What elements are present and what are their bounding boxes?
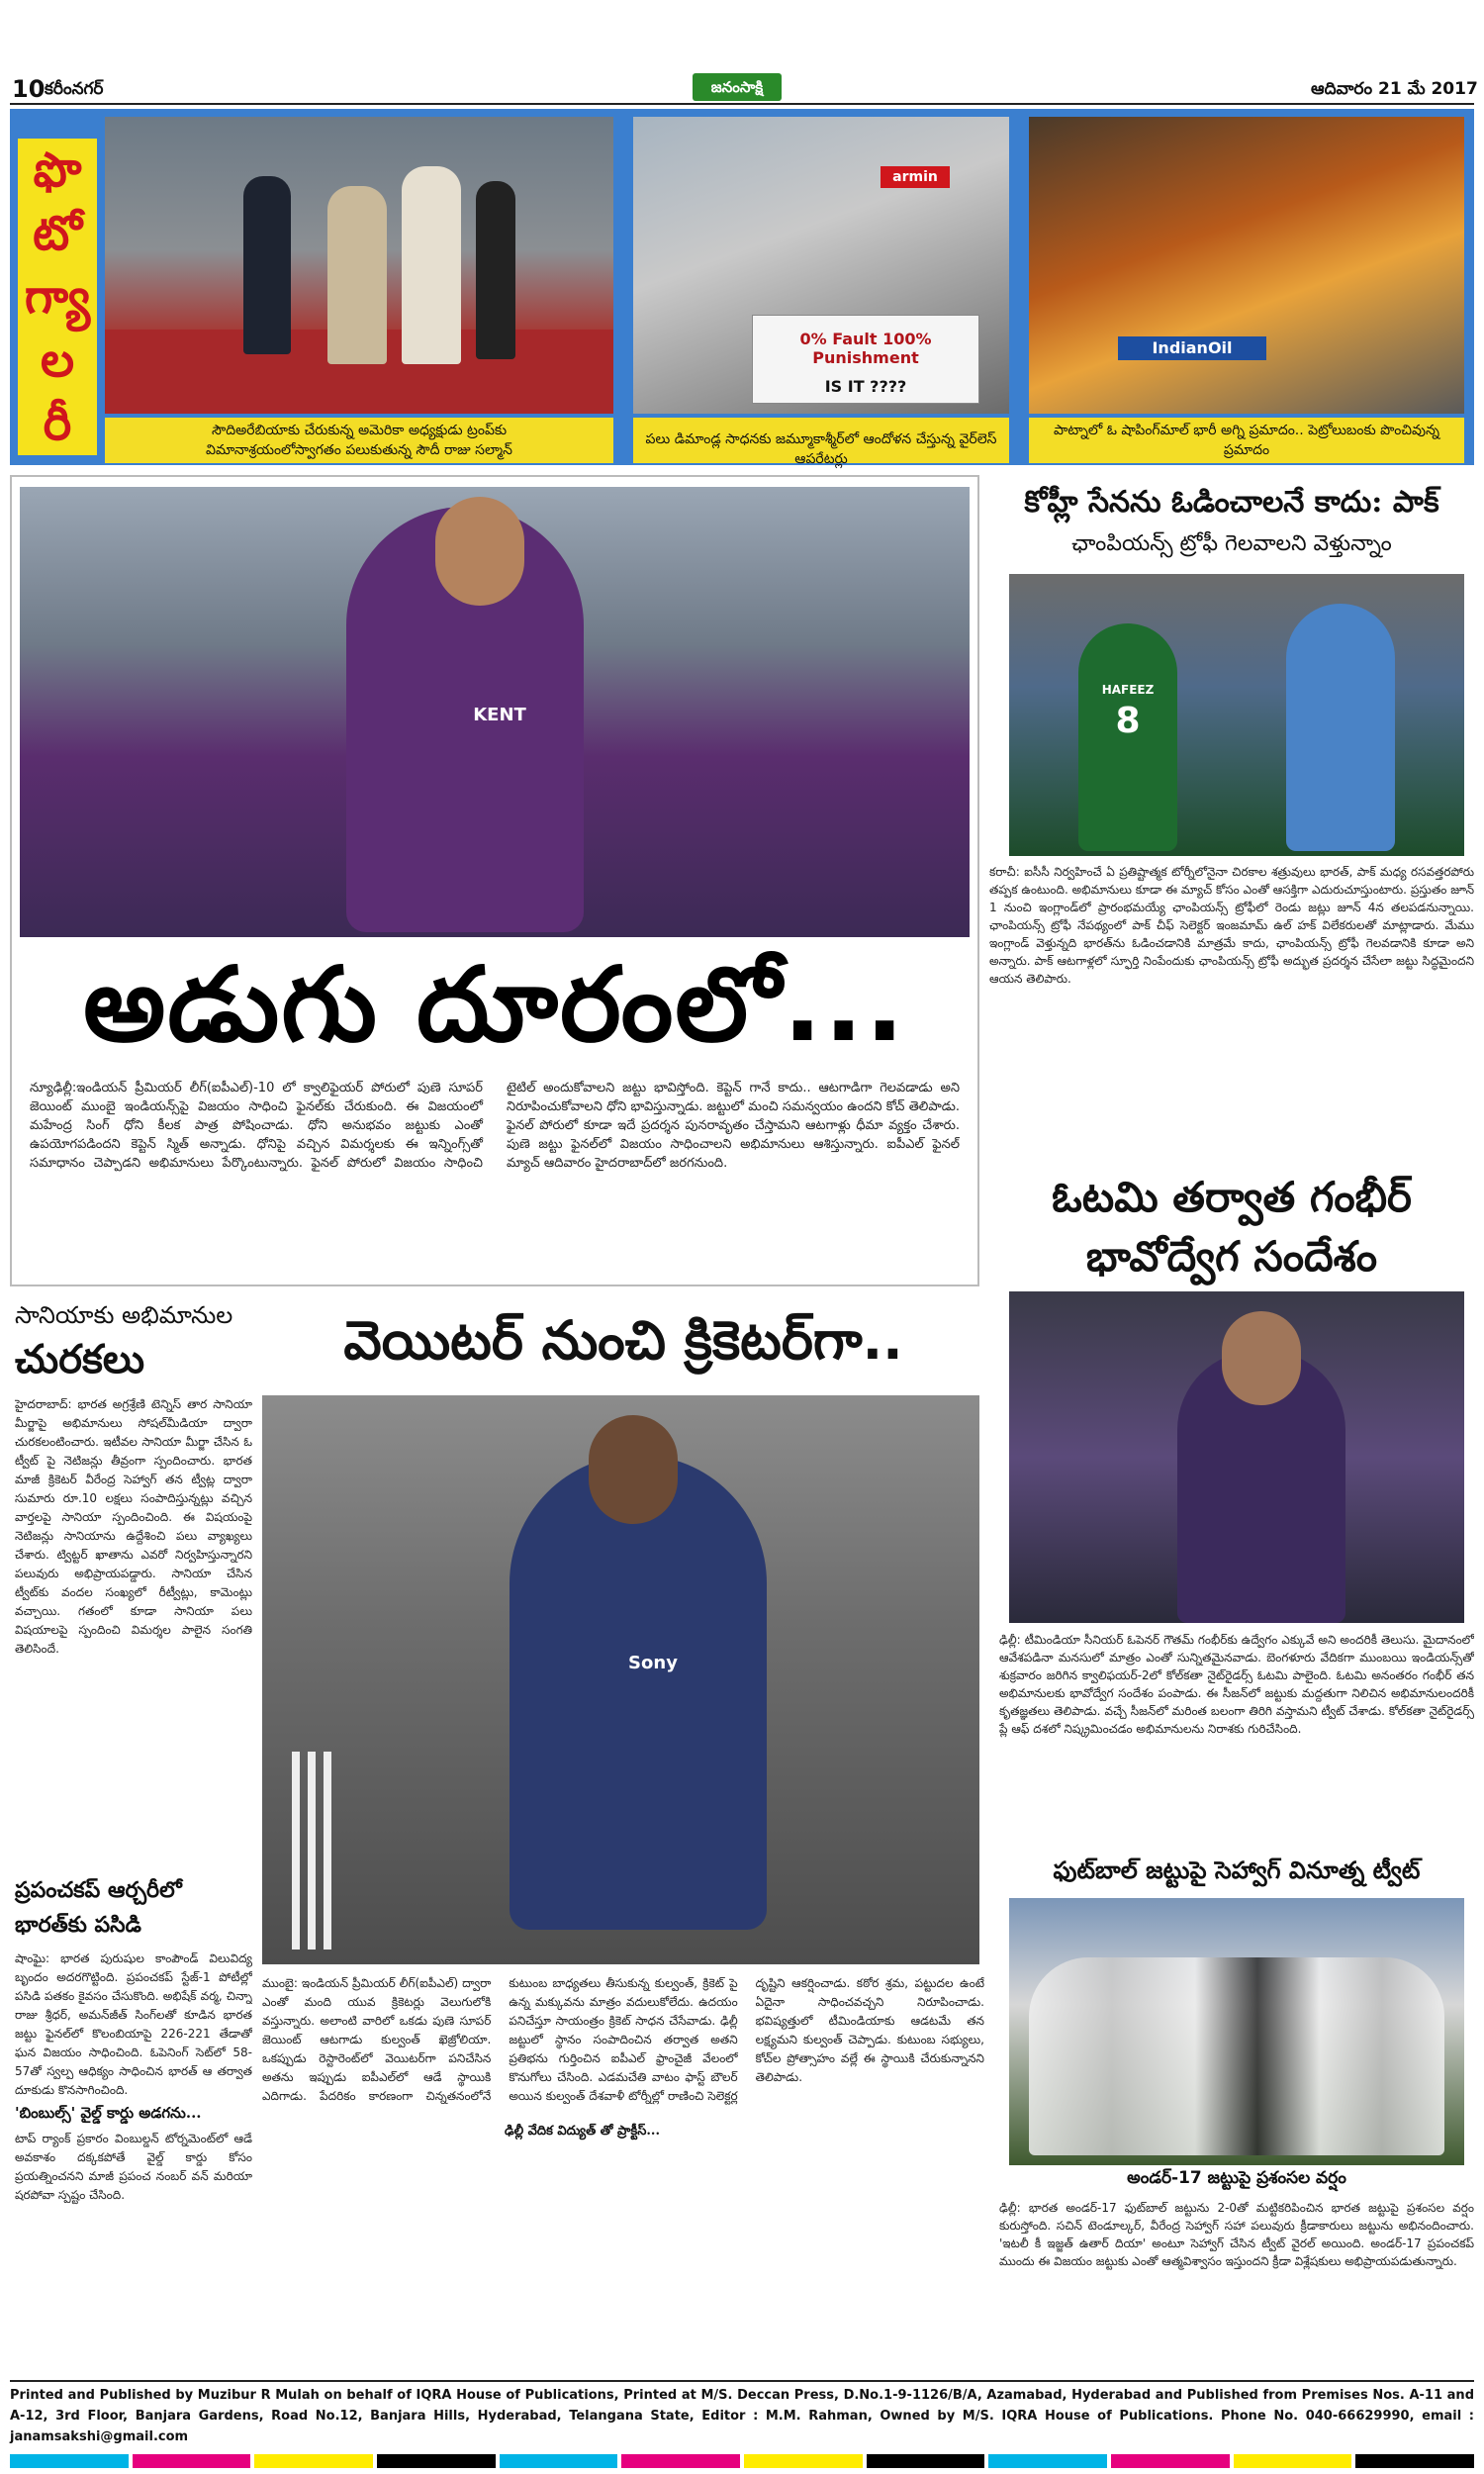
- waiter-headline: వెయిటర్ నుంచి క్రికెటర్‌గా..: [343, 1309, 903, 1372]
- protest-banner: [752, 315, 979, 404]
- fuel-sign-text: IndianOil: [1152, 338, 1233, 357]
- jersey-name: [1093, 683, 1162, 697]
- person-figure: [243, 176, 291, 354]
- footer-imprint: Printed and Published by Muzibur R Mulah on behalf of IQRA House of Publications, Printed at M/S. Deccan Press, D.No.1-9-1126/B/A, Azamabad, Hyderabad and Published from Premises Nos. A-11 and A-12, 3rd Floor, Banjara Gardens, Road No.12, Banjara Hills, Hyderabad, Telangana State, Editor : M.M. Rahman, Owned by M/S. IQRA House of Publications. Phone No. 040-66629990, email : janamsakshi@gmail.com: [10, 2388, 1474, 2444]
- jersey-name-text: HAFEEZ: [1101, 683, 1155, 697]
- masthead-text: జనంసాక్షి: [710, 78, 764, 96]
- page-header: [0, 0, 1484, 109]
- lead-body: న్యూఢిల్లీ:ఇండియన్ ప్రీమియర్ లీగ్(ఐపీఎల్)-10 లో క్వాలిఫైయర్ పోరులో పుణె సూపర్ జెయింట్ ముంబై ఇండియన్స్‌పై విజయం సాధించి ఫైనల్‌కు చేరుకుంది. ఈ విజయంలో మహేంద్ర సింగ్ ధోని కీలక పాత్ర పోషించాడు. ధోని అనుభవం జట్టుకు ఎంతో ఉపయోగపడిందని కెప్టెన్ స్మిత్ అన్నాడు. ధోనిపై వచ్చిన విమర్శలకు ఈ ఇన్నింగ్స్‌తో సమాధానం చెప్పాడని అభిమానులు పేర్కొంటున్నారు. ఫైనల్ పోరులో విజయం సాధించి టైటిల్ అందుకోవాలని జట్టు భావిస్తోంది. కెప్టెన్ గానే కాదు.. ఆటగాడిగా గెలవడాడు అని నిరూపించుకోవాలని ధోని భావిస్తున్నాడు. జట్టులో మంచి సమన్వయం ఉందని కోచ్ తెలిపాడు. ఫైనల్ పోరులో కూడా ఇదే ప్రదర్శన పునరావృతం చేస్తామని ఆటగాళ్లు ధీమా వ్యక్తం చేశారు. పుణె జట్టు ఫైనల్‌లో విజయం సాధించాలని అభిమానులు ఆశిస్తున్నారు. ఐపీఎల్ ఫైనల్ మ్యాచ్ ఆదివారం హైదరాబాద్‌లో జరగనుంది.: [30, 1081, 960, 1171]
- footer-rule: [10, 2380, 1474, 2382]
- gambhir-body: ఢిల్లీ: టీమిండియా సీనియర్ ఓపెనర్ గౌతమ్ గంభీర్‌కు ఉద్వేగం ఎక్కువే అని అందరికీ తెలుసు. మైదానంలో ఆవేశపడినా మనసులో మాత్రం ఎంతో సున్నితమైనవాడు. బెంగళూరు వేదికగా ముంబయి ఇండియన్స్‌తో శుక్రవారం జరిగిన క్వాలిఫయర్-2లో కోల్‌కతా నైట్‌రైడర్స్ ఓటమి పాలైంది. ఓటమి అనంతరం గంభీర్ తన అభిమానులకు భావోద్వేగ సందేశం పంపాడు. ఈ సీజన్‌లో జట్టుకు మద్దతుగా నిలిచిన అభిమానులందరికీ కృతజ్ఞతలు తెలిపాడు. వచ్చే సీజన్‌లో మరింత బలంగా తిరిగి వస్తామని ట్వీట్ చేశాడు. కోల్‌కతా నైట్‌రైడర్స్ ప్లే ఆఫ్ దశలో నిష్క్రమించడం అభిమానులను నిరాశకు గురిచేసింది.: [999, 1633, 1474, 1736]
- player-head: [435, 497, 524, 606]
- issue-date: ఆదివారం 21 మే 2017: [1311, 79, 1478, 99]
- jersey-number: [1093, 701, 1162, 741]
- gallery-caption: సౌదిఅరేబియాకు చేరుకున్న అమెరికా అధ్యక్షుడు ట్రంప్‌కు విమానాశ్రయంలోస్వాగతం పలుకుతున్న సౌదీ రాజు సల్మాన్: [105, 418, 613, 463]
- jersey-sponsor-text: KENT: [473, 705, 526, 725]
- color-swatch: [1234, 2454, 1352, 2468]
- visa-headline: 'బింబుల్స్' వైల్డ్ కార్డు అడగను...: [15, 2104, 202, 2122]
- pak-subheadline: ఛాంపియన్స్ ట్రోఫీ గెలవాలని వెళ్తున్నాం: [1071, 531, 1392, 556]
- person-figure: [402, 166, 461, 364]
- sania-body: హైదరాబాద్: భారత అగ్రశ్రేణి టెన్నిస్ తార సానియా మీర్జాపై అభిమానులు సోషల్‌మీడియా ద్వారా చురకలంటించారు. ఇటీవల సానియా మీర్జా చేసిన ఓ ట్వీట్ పై నెటిజన్లు తీవ్రంగా స్పందించారు. భారత మాజీ క్రికెటర్ వీరేంద్ర సెహ్వాగ్ తన ట్వీట్ల ద్వారా సుమారు రూ.10 లక్షలు సంపాదిస్తున్నట్లు వచ్చిన వార్తలపై సానియా స్పందించింది. ఈ విషయంపై నెటిజన్లు సానియాను ఉద్దేశించి పలు వ్యాఖ్యలు చేశారు. ట్విట్టర్ ఖాతాను ఎవరో నిర్వహిస్తున్నారని పలువురు అభిప్రాయపడ్డారు. సానియా చేసిన ట్వీట్‌కు వందల సంఖ్యలో రీట్వీట్లు, కామెంట్లు వచ్చాయి. గతంలో కూడా సానియా పలు విషయాలపై స్పందించి విమర్శల పాలైన సంగతి తెలిసిందే.: [15, 1397, 252, 1656]
- stumps: [292, 1752, 331, 1950]
- gallery-caption: పాట్నాలో ఓ షాపింగ్‌మాల్ భారీ అగ్ని ప్రమాదం.. పెట్రోలుబంకు పొంచివున్న ప్రమాదం: [1029, 418, 1464, 463]
- photo-gallery: [10, 109, 1474, 465]
- color-swatch: [500, 2454, 618, 2468]
- gallery-label-char: గ్యా: [24, 269, 91, 325]
- waiter-body: ముంబై: ఇండియన్ ప్రీమియర్ లీగ్(ఐపీఎల్) ద్వారా ఎంతో మంది యువ క్రికెటర్లు వెలుగులోకి వస్తున్నారు. అలాంటి వారిలో ఒకడు పుణె సూపర్ జెయింట్ ఆటగాడు కుల్వంత్ ఖెజ్రోలియా. ఒకప్పుడు రెస్టారెంట్‌లో వెయిటర్‌గా పనిచేసిన అతను ఇప్పుడు ఐపీఎల్‌లో ఆడే స్థాయికి ఎదిగాడు. పేదరికం కారణంగా చిన్నతనంలోనే కుటుంబ బాధ్యతలు తీసుకున్న కుల్వంత్, క్రికెట్ పై ఉన్న మక్కువను మాత్రం వదులుకోలేదు. ఉదయం పనిచేస్తూ సాయంత్రం క్రికెట్ సాధన చేసేవాడు. ఢిల్లీ జట్టులో స్థానం సంపాదించిన తర్వాత అతని ప్రతిభను గుర్తించిన ఐపీఎల్ ఫ్రాంచైజీ వేలంలో కొనుగోలు చేసింది. ఎడమచేతి వాటం ఫాస్ట్ బౌలర్ అయిన కుల్వంత్ దేశవాళీ టోర్నీల్లో రాణించి సెలెక్టర్ల దృష్టిని ఆకర్షించాడు. కఠోర శ్రమ, పట్టుదల ఉంటే ఏదైనా సాధించవచ్చని నిరూపించాడు. భవిష్యత్తులో టీమిండియాకు ఆడటమే తన లక్ష్యమని కుల్వంత్ చెప్పాడు. కుటుంబ సభ్యులు, కోచ్‌ల ప్రోత్సాహం వల్లే ఈ స్థాయికి చేరుకున్నానని తెలిపాడు.: [262, 1976, 984, 2103]
- pak-cricket-photo: [1009, 574, 1464, 856]
- color-swatch: [744, 2454, 863, 2468]
- archery-headline-line2: భారత్‌కు పసిడి: [15, 1912, 141, 1938]
- football-team-photo: [1009, 1898, 1464, 2165]
- color-swatch: [1355, 2454, 1474, 2468]
- color-swatch: [377, 2454, 496, 2468]
- gallery-label-char: ల: [40, 333, 75, 388]
- fuel-station-sign: [1118, 336, 1266, 360]
- gallery-label-char: ఫొ: [33, 143, 82, 198]
- header-rule: [10, 103, 1474, 105]
- kulwant-photo: [262, 1395, 979, 1964]
- color-swatch: [133, 2454, 251, 2468]
- color-swatch: [867, 2454, 985, 2468]
- banner-subtext: IS IT ????: [824, 377, 907, 396]
- page-number: 10: [12, 75, 46, 103]
- registration-bar: [0, 2454, 1484, 2468]
- gallery-label-char: టో: [33, 206, 82, 261]
- player-head: [1222, 1311, 1301, 1405]
- jersey-sponsor-text: Sony: [628, 1653, 678, 1673]
- pak-headline: కోహ్లీ సేనను ఓడించాలనే కాదు: పాక్: [1024, 485, 1439, 520]
- dhoni-photo: [20, 487, 970, 937]
- waiter-inline-subhead: ఢిల్లీ వేదిక విద్యుత్ తో ప్రాక్టీస్...: [505, 2123, 742, 2141]
- trump-arrival-photo: [105, 117, 613, 414]
- sania-headline-line2: చురకలు: [15, 1336, 145, 1382]
- masthead-logo: [693, 73, 782, 101]
- gambhir-headline: ఓటమి తర్వాత గంభీర్ భావోద్వేగ సందేశం: [1052, 1173, 1412, 1281]
- gallery-label-char: రీ: [43, 396, 72, 451]
- protest-photo: [633, 117, 1009, 414]
- archery-body: షాంఘై: భారత పురుషుల కాంపౌండ్ విలువిద్య బృందం అదరగొట్టింది. ప్రపంచకప్ స్టేజ్-1 పోటీల్లో పసిడి పతకం కైవసం చేసుకొంది. అభిషేక్ వర్మ, చిన్నా రాజు శ్రీధర్, అమన్‌జీత్ సింగ్‌లతో కూడిన భారత జట్టు ఫైనల్‌లో కొలంబియాపై 226-221 తేడాతో ఘన విజయం సాధించింది. ఓపెనింగ్ సెట్‌లో 58-57తో స్వల్ప ఆధిక్యం సాధించిన భారత్ ఆ తర్వాత దూకుడు కొనసాగించింది.: [15, 1951, 252, 2097]
- pak-body: కరాచీ: ఐసీసీ నిర్వహించే ఏ ప్రతిష్టాత్మక టోర్నీలోనైనా చిరకాల శత్రువులు భారత్, పాక్ మధ్య రసవత్తరపోరు తప్పక ఉంటుంది. అభిమానులు కూడా ఈ మ్యాచ్ కోసం ఎంతో ఆసక్తిగా ఎదురుచూస్తుంటారు. ప్రస్తుతం జూన్ 1 నుంచి ఇంగ్లాండ్‌లో ప్రారంభమయ్యే ఛాంపియన్స్ ట్రోఫీలో రెండు జట్లు జూన్ 4న తలపడనున్నాయి. ఛాంపియన్స్ ట్రోఫీ నేపథ్యంలో పాక్ చీఫ్ సెలెక్టర్ ఇంజమామ్ ఉల్ హక్ విలేకరులతో మాట్లాడారు. మేము ఇంగ్లాండ్ వెళ్తున్నది భారత్‌ను ఓడించడానికి మాత్రమే కాదు, ఛాంపియన్స్ ట్రోఫీ గెలవడానికి కూడా అని అన్నారు. పాక్ ఆటగాళ్లలో స్ఫూర్తి నింపేందుకు ఛాంపియన్స్ ట్రోఫీ అద్భుత ప్రదర్శన చేసేలా జట్టు సిద్ధమైందని ఆయన తెలిపారు.: [989, 865, 1474, 986]
- lead-headline: అడుగు దూరంలో...: [83, 944, 906, 1065]
- jersey-number-text: 8: [1115, 701, 1141, 741]
- football-photo-caption: అండర్-17 జట్టుపై ప్రశంసల వర్షం: [1127, 2168, 1346, 2188]
- gambhir-photo: [1009, 1291, 1464, 1623]
- jersey-sponsor: [470, 705, 529, 734]
- color-swatch: [1111, 2454, 1230, 2468]
- person-figure: [476, 181, 515, 359]
- color-swatch: [988, 2454, 1107, 2468]
- person-figure: [327, 186, 387, 364]
- shop-sign-text: armin: [892, 169, 938, 185]
- sehwag-body: ఢిల్లీ: భారత అండర్-17 ఫుట్‌బాల్ జట్టును 2-0తో మట్టికరిపించిన భారత జట్టుపై ప్రశంసల వర్షం కురుస్తోంది. సచిన్ టెండూల్కర్, వీరేంద్ర సెహ్వాగ్ సహా పలువురు క్రీడాకారులు జట్టును అభినందించారు. 'ఇటలీ కీ ఇజ్జత్ ఉతార్ దియా' అంటూ సెహ్వాగ్ చేసిన ట్వీట్ వైరల్ అయింది. అండర్-17 ప్రపంచకప్ ముందు ఈ విజయం జట్టుకు ఎంతో ఆత్మవిశ్వాసం ఇస్తుందని క్రీడా విశ్లేషకులు అభిప్రాయపడుతున్నారు.: [999, 2201, 1474, 2268]
- archery-headline-line1: ప్రపంచకప్ ఆర్చరీలో: [15, 1877, 182, 1903]
- shop-sign: [881, 166, 950, 188]
- color-swatch: [254, 2454, 373, 2468]
- jersey-sponsor: [618, 1653, 688, 1673]
- player-figure: [1286, 604, 1395, 851]
- gallery-label: [18, 139, 97, 455]
- visa-body: టాప్ ర్యాంక్ ప్రకారం వింబుల్డన్ టోర్నమెంట్‌లో ఆడే అవకాశం దక్కకపోతే వైల్డ్ కార్డు కోసం ప్రయత్నించనని మాజీ ప్రపంచ నంబర్ వన్ మరియా షరపోవా స్పష్టం చేసింది.: [15, 2132, 252, 2202]
- color-swatch: [621, 2454, 740, 2468]
- gallery-caption: పలు డిమాండ్ల సాధనకు జమ్మూకాశ్మీర్‌లో ఆందోళన చేస్తున్న వైర్‌లెస్ ఆపరేటర్లు: [633, 418, 1009, 463]
- banner-text: 0% Fault 100% Punishment: [799, 330, 932, 367]
- fire-photo: [1029, 117, 1464, 414]
- player-head: [589, 1415, 678, 1524]
- sania-headline-line1: సానియాకు అభిమానుల: [15, 1301, 233, 1329]
- player-figure: [510, 1455, 767, 1930]
- edition-label: కరీంనగర్: [45, 79, 104, 99]
- team-group: [1029, 1957, 1444, 2155]
- color-swatch: [10, 2454, 129, 2468]
- sehwag-headline: ఫుట్‌బాల్ జట్టుపై సెహ్వాగ్ వినూత్న ట్వీట్: [1053, 1856, 1421, 1884]
